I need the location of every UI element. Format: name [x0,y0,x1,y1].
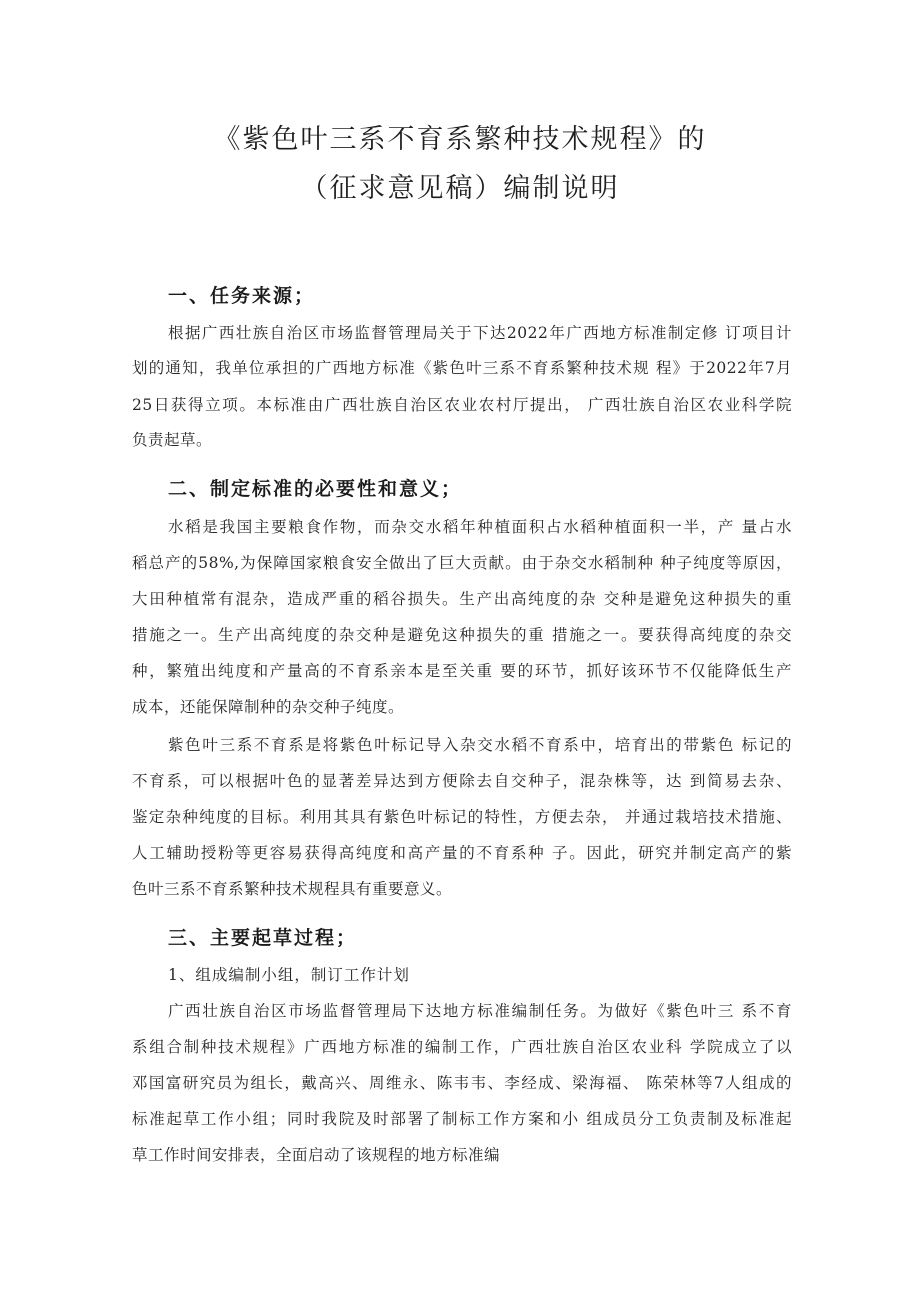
paragraph-line: 措施之一。生产出高纯度的杂交种是避免这种损失的重 措施之一。要获得高纯度的杂交 [132,626,792,644]
paragraph-line: 根据广西壮族自治区市场监督管理局关于下达2022年广西地方标准制定修 订项目计 [168,324,792,342]
paragraph-line: 水稻是我国主要粮食作物，而杂交水稻年种植面积占水稻种植面积一半，产 量占水 [168,518,792,536]
paragraph-line: 标准起草工作小组；同时我院及时部署了制标工作方案和小 组成员分工负责制及标准起 [132,1110,792,1128]
section-heading-drafting-process: 三、主要起草过程； [168,927,358,949]
document-title-line-1: 《紫色叶三系不育系繁种技术规程》的 [213,124,707,155]
paragraph-line: 25日获得立项。本标准由广西壮族自治区农业农村厅提出， 广西壮族自治区农业科学院 [132,396,792,414]
paragraph-line: 紫色叶三系不育系是将紫色叶标记导入杂交水稻不育系中，培育出的带紫色 标记的 [168,736,792,754]
paragraph-line: 广西壮族自治区市场监督管理局下达地方标准编制任务。为做好《紫色叶三 系不育 [168,1002,792,1020]
paragraph-line: 成本，还能保障制种的杂交种子纯度。 [132,698,405,716]
paragraph-line: 稻总产的58%,为保障国家粮食安全做出了巨大贡献。由于杂交水稻制种 种子纯度等原因， [132,554,792,572]
paragraph-line: 人工辅助授粉等更容易获得高纯度和高产量的不育系种 子。因此，研究并制定高产的紫 [132,844,792,862]
paragraph-line: 系组合制种技术规程》广西地方标准的编制工作，广西壮族自治区农业科 学院成立了以 [132,1038,792,1056]
paragraph-line: 邓国富研究员为组长，戴高兴、周维永、陈韦韦、李经成、梁海福、 陈荣林等7人组成的 [132,1074,792,1092]
paragraph-line: 负责起草。 [132,431,213,449]
paragraph-line: 鉴定杂种纯度的目标。利用其具有紫色叶标记的特性，方便去杂， 并通过栽培技术措施、 [132,808,792,826]
sub-heading-working-group: 1、组成编制小组，制订工作计划 [168,966,410,984]
paragraph-line: 大田种植常有混杂，造成严重的稻谷损失。生产出高纯度的杂 交种是避免这种损失的重 [132,590,792,608]
section-heading-necessity: 二、制定标准的必要性和意义； [168,478,463,500]
section-heading-task-source: 一、任务来源； [168,285,316,307]
paragraph-line: 不育系，可以根据叶色的显著差异达到方便除去自交种子，混杂株等，达 到简易去杂、 [132,772,792,790]
paragraph-line: 划的通知，我单位承担的广西地方标准《紫色叶三系不育系繁种技术规 程》于2022年7月 [132,359,792,377]
paragraph-line: 色叶三系不育系繁种技术规程具有重要意义。 [132,880,453,898]
document-title-line-2: （征求意见稿）编制说明 [300,173,620,204]
paragraph-line: 种，繁殖出纯度和产量高的不育系亲本是至关重 要的环节，抓好该环节不仅能降低生产 [132,662,792,680]
paragraph-line: 草工作时间安排表，全面启动了该规程的地方标准编 [132,1146,501,1164]
